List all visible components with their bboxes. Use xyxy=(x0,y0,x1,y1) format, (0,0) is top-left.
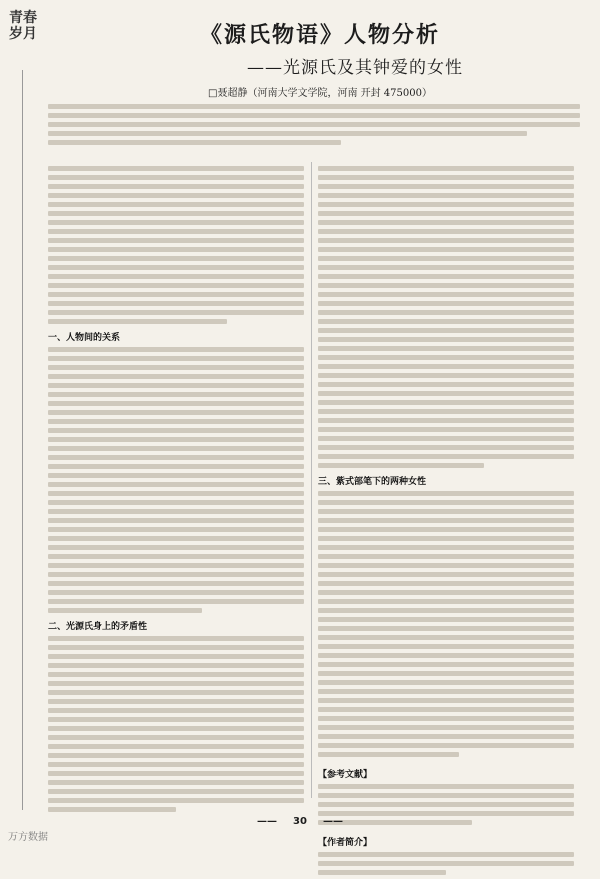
text-placeholder xyxy=(48,500,304,505)
text-placeholder xyxy=(318,626,574,631)
text-placeholder xyxy=(318,346,574,351)
side-divider xyxy=(22,70,23,810)
text-placeholder xyxy=(48,789,304,794)
text-placeholder xyxy=(318,784,574,789)
text-placeholder xyxy=(318,491,574,496)
text-placeholder xyxy=(318,752,459,757)
text-placeholder xyxy=(48,491,304,496)
text-placeholder xyxy=(318,436,574,441)
text-placeholder xyxy=(48,319,227,324)
text-placeholder xyxy=(48,256,304,261)
text-placeholder xyxy=(318,337,574,342)
text-placeholder xyxy=(318,852,574,857)
text-placeholder xyxy=(318,247,574,252)
text-placeholder xyxy=(48,265,304,270)
text-placeholder xyxy=(318,220,574,225)
right-column xyxy=(318,162,574,879)
text-placeholder xyxy=(318,382,574,387)
text-placeholder xyxy=(318,563,574,568)
text-placeholder xyxy=(48,699,304,704)
text-placeholder xyxy=(318,418,574,423)
text-placeholder xyxy=(48,410,304,415)
text-placeholder xyxy=(318,211,574,216)
text-placeholder xyxy=(318,364,574,369)
text-placeholder xyxy=(48,645,304,650)
text-placeholder xyxy=(318,184,574,189)
text-placeholder xyxy=(318,554,574,559)
text-placeholder xyxy=(318,175,574,180)
text-placeholder xyxy=(318,725,574,730)
text-placeholder xyxy=(48,527,304,532)
text-placeholder xyxy=(318,861,574,866)
section-heading-2: 二、光源氏身上的矛盾性 xyxy=(48,622,148,632)
text-placeholder xyxy=(48,283,304,288)
abstract-block xyxy=(48,100,580,149)
text-placeholder xyxy=(48,518,304,523)
text-placeholder xyxy=(48,175,304,180)
text-placeholder xyxy=(48,347,304,352)
column-divider xyxy=(311,162,312,798)
text-placeholder xyxy=(48,681,304,686)
text-placeholder xyxy=(48,184,304,189)
text-placeholder xyxy=(48,663,304,668)
text-placeholder xyxy=(318,274,574,279)
text-placeholder xyxy=(318,662,574,667)
left-column xyxy=(48,162,304,816)
text-placeholder xyxy=(318,400,574,405)
article-subtitle: ——光源氏及其钟爱的女性 xyxy=(247,58,463,78)
text-placeholder xyxy=(318,671,574,676)
text-placeholder xyxy=(318,454,574,459)
watermark-mark: 万方数据 xyxy=(8,832,48,843)
text-placeholder xyxy=(48,735,304,740)
text-placeholder xyxy=(48,509,304,514)
text-placeholder xyxy=(48,672,304,677)
text-placeholder xyxy=(48,238,304,243)
text-placeholder xyxy=(48,356,304,361)
text-placeholder xyxy=(48,717,304,722)
text-placeholder xyxy=(318,319,574,324)
text-placeholder xyxy=(318,500,574,505)
text-placeholder xyxy=(48,608,202,613)
text-placeholder xyxy=(318,301,574,306)
text-placeholder xyxy=(48,247,304,252)
text-placeholder xyxy=(48,166,304,171)
section-heading-1: 一、人物间的关系 xyxy=(48,333,121,343)
text-placeholder xyxy=(48,446,304,451)
text-placeholder xyxy=(48,104,580,109)
text-placeholder xyxy=(48,807,176,812)
text-placeholder xyxy=(48,654,304,659)
text-placeholder xyxy=(318,283,574,288)
text-placeholder xyxy=(318,256,574,261)
text-placeholder xyxy=(318,445,574,450)
text-placeholder xyxy=(318,707,574,712)
text-placeholder xyxy=(318,617,574,622)
text-placeholder xyxy=(48,455,304,460)
text-placeholder xyxy=(318,265,574,270)
text-placeholder xyxy=(48,482,304,487)
text-placeholder xyxy=(318,793,574,798)
text-placeholder xyxy=(48,798,304,803)
text-placeholder xyxy=(48,428,304,433)
text-placeholder xyxy=(318,427,574,432)
text-placeholder xyxy=(318,635,574,640)
article-title: 《源氏物语》人物分析 xyxy=(199,22,440,48)
text-placeholder xyxy=(318,608,574,613)
text-placeholder xyxy=(48,554,304,559)
text-placeholder xyxy=(318,193,574,198)
text-placeholder xyxy=(48,229,304,234)
text-placeholder xyxy=(48,636,304,641)
text-placeholder xyxy=(318,536,574,541)
text-placeholder xyxy=(48,419,304,424)
article-header xyxy=(60,8,580,99)
author-bio-heading: 【作者简介】 xyxy=(318,838,373,848)
text-placeholder xyxy=(48,274,304,279)
text-placeholder xyxy=(318,734,574,739)
text-placeholder xyxy=(318,802,574,807)
text-placeholder xyxy=(318,202,574,207)
text-placeholder xyxy=(48,572,304,577)
text-placeholder xyxy=(48,220,304,225)
text-placeholder xyxy=(318,599,574,604)
text-placeholder xyxy=(318,292,574,297)
text-placeholder xyxy=(48,581,304,586)
text-placeholder xyxy=(48,374,304,379)
text-placeholder xyxy=(318,328,574,333)
text-placeholder xyxy=(48,131,527,136)
text-placeholder xyxy=(48,140,341,145)
text-placeholder xyxy=(48,780,304,785)
text-placeholder xyxy=(48,292,304,297)
text-placeholder xyxy=(48,690,304,695)
text-placeholder xyxy=(318,527,574,532)
text-placeholder xyxy=(48,762,304,767)
text-placeholder xyxy=(318,238,574,243)
text-placeholder xyxy=(318,653,574,658)
text-placeholder xyxy=(318,373,574,378)
text-placeholder xyxy=(48,744,304,749)
text-placeholder xyxy=(318,716,574,721)
text-placeholder xyxy=(48,708,304,713)
text-placeholder xyxy=(48,753,304,758)
page-number: —— 30 —— xyxy=(257,816,343,827)
text-placeholder xyxy=(318,355,574,360)
text-placeholder xyxy=(318,166,574,171)
text-placeholder xyxy=(48,536,304,541)
text-placeholder xyxy=(48,122,580,127)
author-line: □聂超静（河南大学文学院，河南 开封 475000） xyxy=(208,88,432,99)
text-placeholder xyxy=(318,644,574,649)
text-placeholder xyxy=(318,581,574,586)
column-tag: 青春岁月 xyxy=(9,10,37,42)
text-placeholder xyxy=(48,473,304,478)
text-placeholder xyxy=(48,590,304,595)
text-placeholder xyxy=(318,680,574,685)
text-placeholder xyxy=(48,401,304,406)
text-placeholder xyxy=(48,464,304,469)
text-placeholder xyxy=(318,518,574,523)
text-placeholder xyxy=(48,437,304,442)
text-placeholder xyxy=(318,743,574,748)
text-placeholder xyxy=(318,572,574,577)
text-placeholder xyxy=(48,365,304,370)
text-placeholder xyxy=(48,383,304,388)
text-placeholder xyxy=(318,545,574,550)
text-placeholder xyxy=(48,310,304,315)
text-placeholder xyxy=(48,545,304,550)
text-placeholder xyxy=(318,509,574,514)
text-placeholder xyxy=(48,726,304,731)
text-placeholder xyxy=(48,211,304,216)
text-placeholder xyxy=(48,599,304,604)
text-placeholder xyxy=(318,310,574,315)
text-placeholder xyxy=(48,392,304,397)
text-placeholder xyxy=(48,771,304,776)
text-placeholder xyxy=(318,689,574,694)
text-placeholder xyxy=(318,409,574,414)
text-placeholder xyxy=(318,590,574,595)
page-number-value: 30 xyxy=(293,816,307,827)
section-heading-3: 三、紫式部笔下的两种女性 xyxy=(318,477,427,487)
text-placeholder xyxy=(318,391,574,396)
text-placeholder xyxy=(48,193,304,198)
text-placeholder xyxy=(318,463,484,468)
text-placeholder xyxy=(48,563,304,568)
text-placeholder xyxy=(318,698,574,703)
references-heading: 【参考文献】 xyxy=(318,770,373,780)
text-placeholder xyxy=(48,202,304,207)
text-placeholder xyxy=(318,229,574,234)
text-placeholder xyxy=(48,113,580,118)
text-placeholder xyxy=(48,301,304,306)
text-placeholder xyxy=(318,870,446,875)
